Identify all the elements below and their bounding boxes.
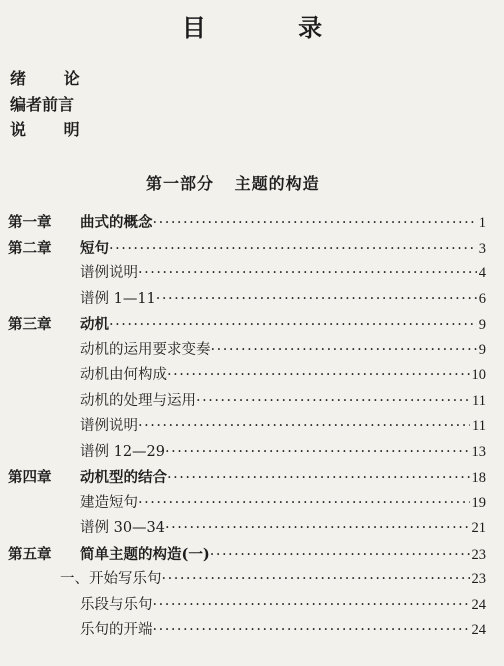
toc-entry — [0, 338, 504, 364]
toc-entry-label: 谱例 1—11 — [80, 290, 156, 307]
toc-entry — [0, 491, 504, 517]
page-number: 23 — [471, 546, 486, 563]
toc-entry-body — [80, 516, 486, 542]
toc-entry-label: 简单主题的构造(一) — [80, 545, 210, 563]
table-of-contents — [0, 210, 504, 644]
toc-entry-label: 谱例 30—34 — [80, 520, 166, 536]
chapter-number: 第一章 — [8, 214, 52, 231]
dot-leader — [210, 543, 470, 569]
dot-leader — [156, 287, 477, 313]
toc-entry-body — [80, 618, 486, 644]
toc-entry — [0, 210, 504, 236]
toc-entry — [0, 465, 504, 491]
toc-entry-body — [80, 261, 486, 287]
toc-entry-body — [80, 542, 486, 569]
toc-entry-body — [60, 567, 486, 593]
part-heading: 第一部分 主题的构造 — [146, 174, 320, 193]
toc-entry-label: 谱例说明 — [80, 418, 138, 434]
toc-entry-body — [80, 440, 486, 466]
toc-entry-label: 动机 — [80, 316, 109, 333]
dot-leader — [167, 363, 470, 389]
dot-leader — [165, 516, 469, 542]
toc-entry-label: 曲式的概念 — [80, 214, 153, 231]
page-number: 18 — [471, 470, 486, 486]
chapter-number: 第三章 — [8, 316, 52, 333]
toc-entry — [0, 618, 504, 644]
page-title: 目 录 — [181, 13, 365, 42]
toc-entry-label: 谱例说明 — [80, 265, 138, 281]
toc-entry — [0, 389, 504, 415]
dot-leader — [196, 389, 470, 415]
toc-entry — [0, 567, 504, 593]
dot-leader — [138, 414, 470, 440]
page-number: 21 — [471, 520, 486, 536]
toc-entry-body — [80, 363, 486, 389]
page-number: 11 — [472, 392, 486, 409]
toc-entry-label: 短句 — [80, 239, 109, 257]
chapter-number: 第二章 — [8, 239, 52, 257]
toc-entry-body — [80, 312, 486, 339]
page-number: 1 — [478, 215, 486, 231]
dot-leader — [109, 313, 477, 339]
toc-entry-label: 乐句的开端 — [80, 622, 153, 638]
toc-entry-body — [80, 389, 486, 415]
front-matter-item: 编者前言 — [10, 95, 75, 114]
toc-entry — [0, 593, 504, 619]
toc-entry-body — [80, 338, 486, 364]
chapter-number: 第四章 — [8, 469, 52, 486]
page-number: 3 — [478, 240, 486, 257]
dot-leader — [153, 593, 470, 619]
dot-leader — [153, 211, 477, 237]
toc-entry-body — [80, 593, 486, 619]
dot-leader — [165, 440, 469, 466]
chapter-number: 第五章 — [8, 545, 52, 563]
page-number: 23 — [471, 571, 486, 587]
front-matter-item: 说 明 — [10, 120, 96, 139]
page-number: 9 — [478, 341, 486, 358]
dot-leader — [211, 338, 477, 364]
page-number: 24 — [471, 622, 486, 638]
toc-entry — [0, 516, 504, 542]
toc-entry — [0, 414, 504, 440]
toc-entry — [0, 236, 504, 262]
toc-entry — [0, 542, 504, 568]
toc-entry-label: 谱例 12—29 — [80, 443, 166, 460]
front-matter-item: 绪 论 — [10, 69, 96, 88]
toc-entry-body — [80, 287, 486, 313]
toc-entry-label: 动机的处理与运用 — [80, 392, 196, 409]
dot-leader — [162, 567, 470, 593]
page-number: 6 — [478, 290, 486, 307]
dot-leader — [138, 261, 477, 287]
page-number: 13 — [471, 443, 486, 460]
dot-leader — [138, 491, 470, 517]
toc-entry — [0, 261, 504, 287]
page-number: 9 — [478, 317, 486, 333]
toc-entry-label: 建造短句 — [80, 494, 138, 511]
toc-entry-label: 动机由何构成 — [80, 367, 167, 383]
toc-entry-label: 动机的运用要求变奏 — [80, 341, 211, 358]
toc-entry — [0, 363, 504, 389]
page-number: 24 — [471, 596, 486, 613]
toc-entry-label: 动机型的结合 — [80, 469, 167, 486]
toc-entry-label: 乐段与乐句 — [80, 596, 153, 613]
toc-entry-body — [80, 210, 486, 237]
toc-entry-body — [80, 414, 486, 440]
toc-entry-body — [80, 491, 486, 517]
toc-entry-label: 一、开始写乐句 — [60, 571, 162, 587]
toc-entry — [0, 312, 504, 338]
toc-entry — [0, 287, 504, 313]
toc-entry-body — [80, 236, 486, 263]
dot-leader — [153, 618, 470, 644]
toc-entry — [0, 440, 504, 466]
page-number: 4 — [478, 265, 486, 281]
page-number: 19 — [471, 494, 486, 511]
dot-leader — [167, 466, 470, 492]
page-number: 10 — [471, 367, 486, 383]
toc-entry-body — [80, 465, 486, 492]
dot-leader — [109, 237, 477, 263]
page-number: 11 — [472, 418, 486, 434]
